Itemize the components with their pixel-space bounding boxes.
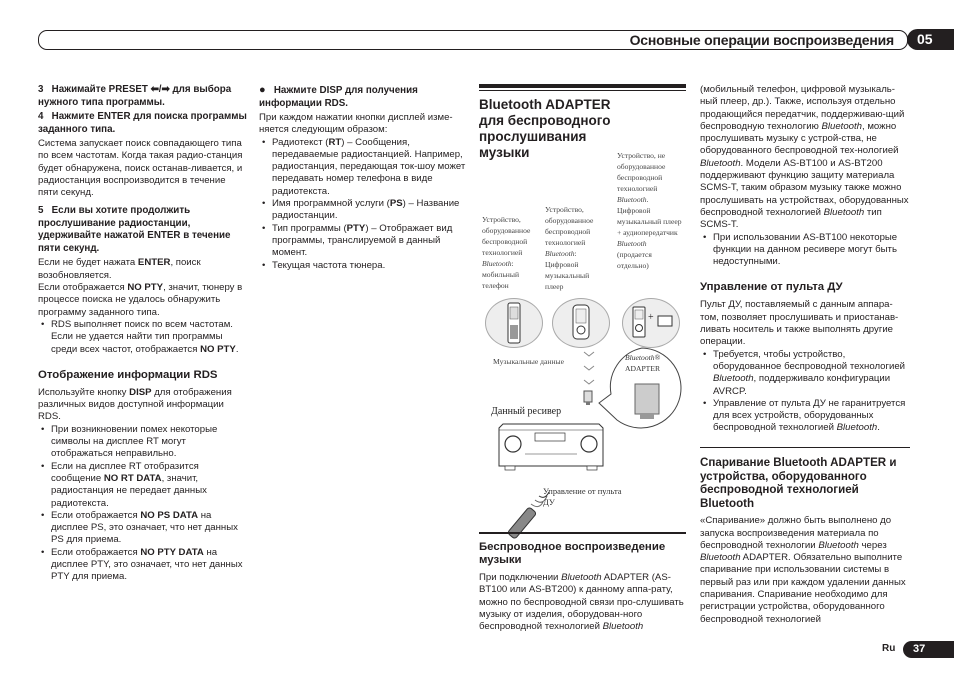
text: ) – Название радиостанции. <box>272 198 460 222</box>
device-2-label <box>545 204 605 292</box>
adapter-label: ADAPTER <box>625 364 661 373</box>
display-code: PS <box>389 198 403 210</box>
text: Bluetooth <box>545 249 575 258</box>
text: Тип программы ( <box>272 222 347 234</box>
rds-heading: Отображение информации RDS <box>38 368 218 381</box>
text: Текущая частота тюнера. <box>272 259 386 271</box>
text: «Спаривание» должно быть выполнено до запуска воспроизведения материала по беспроводной технологии <box>700 515 892 551</box>
text: . Модели AS-BT100 и AS-BT200 поддерживают функцию защиту материала SCMS-T, таким образом музыку также можно прослушивать на устройствах, оборудованных беспроводной технологией <box>700 157 909 218</box>
player-transmitter-circle <box>622 298 680 348</box>
plus-sign: + <box>648 312 654 323</box>
music-player-icon <box>553 299 609 347</box>
bullet-item <box>40 547 248 584</box>
text: Устройство, оборудованное беспроводной технологией <box>545 205 594 247</box>
step-4-body: Система запускает поиск совпадающего типа по всем частотам. Когда такая радио-станция будет обнаружена, поиск останав-ливается, и радиостанция воспроизводится в течение пяти секунд. <box>38 138 243 199</box>
section-rule <box>479 532 686 534</box>
step-number: 3 <box>38 84 44 95</box>
pairing-body <box>700 515 910 626</box>
section-rule-thin <box>479 90 686 91</box>
text: Если отображается <box>38 282 128 294</box>
bluetooth-diagram <box>479 146 689 526</box>
bullet-item: • При использовании AS-BT100 некоторые функции на данном ресивере могут быть недоступными. <box>702 232 910 269</box>
step-5-bullets <box>38 319 248 356</box>
step-number: 4 <box>38 111 44 122</box>
display-message: NO PS DATA <box>140 509 199 521</box>
arrow-left-right-icon: ⬅/➡ <box>150 84 170 95</box>
bullet-item <box>702 398 910 435</box>
text: Bluetooth <box>482 259 512 268</box>
display-code: PTY <box>346 222 366 234</box>
text: Если на дисплее RT отобразится сообщение <box>51 460 199 484</box>
step-5-body-2 <box>38 282 248 319</box>
wireless-body <box>479 572 686 633</box>
device-3-label <box>617 150 683 271</box>
text: , значит, радиостанция не передает данных радиотекста. <box>51 472 207 509</box>
step-text: Нажимайте PRESET <box>51 84 151 95</box>
text: (мобильный телефон, цифровой музыкаль-ный плеер, др.). Также, используя отдельно продающийся передатчик, поддерживаю-щий беспроводную технологию <box>700 84 905 132</box>
mobile-phone-circle <box>485 298 543 348</box>
step-number: 5 <box>38 205 44 217</box>
display-message: NO PTY DATA <box>140 546 204 558</box>
step-5-body-1 <box>38 257 248 282</box>
step-text: для выбора нужного типа программы. <box>38 84 232 108</box>
text: Bluetooth <box>823 206 865 218</box>
av-receiver-icon <box>497 418 605 474</box>
disp-intro: При каждом нажатии кнопки дисплей изме-няется следующим образом: <box>259 112 453 136</box>
section-rule <box>700 447 910 449</box>
bullet-item <box>261 260 469 272</box>
bullet-item <box>40 510 248 547</box>
text: Bluetooth <box>700 157 741 169</box>
text: (продается отдельно) <box>617 250 652 270</box>
text: . <box>235 343 239 355</box>
bluetooth-adapter-title: Bluetooth ADAPTER для беспроводного прослушивания музыки <box>479 97 611 160</box>
text: Bluetooth <box>602 621 644 633</box>
text: Bluetooth <box>617 195 647 204</box>
display-message: NO PTY <box>127 282 164 294</box>
disp-bullets <box>259 137 469 272</box>
device-1-label <box>482 214 542 291</box>
text: При подключении <box>479 572 562 583</box>
adapter-plug-icon <box>583 390 595 406</box>
text: Используйте кнопку <box>38 386 130 398</box>
text: , можно прослушивать музыку с устрой-ства, не оборудованного беспроводной тех-нологией <box>700 120 899 157</box>
text: Управление от пульта ДУ не гаранитруется для всех устройств, оборудованных беспроводной технологией <box>713 397 906 434</box>
text: RDS выполняет поиск по всем частотам. Если не удается найти тип программы среди всех частот, отображается <box>51 318 233 355</box>
text: для отображения различных видов доступной информации RDS. <box>38 386 232 423</box>
remote-bullets <box>700 349 910 435</box>
step-text: Если вы хотите продолжить прослушивание радиостанции, удерживайте нажатой ENTER в течение пяти секунд. <box>38 205 231 254</box>
adapter-bt-label <box>625 352 660 363</box>
step-4 <box>38 111 248 136</box>
remote-heading: Управление от пульта ДУ <box>700 281 843 294</box>
chapter-badge: 05 <box>907 29 954 50</box>
text: на дисплее PTY, это означает, что нет данных PTY для приема. <box>51 546 243 583</box>
text: Bluetooth <box>700 552 741 564</box>
rds-bullets <box>38 424 248 584</box>
step-text: Нажмите DISP для получения информации RDS. <box>259 85 418 109</box>
text: При возникновении помех некоторые символы на дисплее RT могут отображаться неправильно. <box>51 423 218 460</box>
text: Bluetooth <box>821 120 862 132</box>
text: Требуется, чтобы устройство, оборудованное беспроводной технологией <box>713 348 906 372</box>
text: Bluetooth <box>617 239 647 248</box>
music-player-circle <box>552 298 610 348</box>
text: ADAPTER. Обязательно выполните спаривание при использовании системы в первый раз или при каждом удалении данных спаривания. Спаривание необходимо для регистрации устройства, оборудованного беспроводной технологией <box>700 552 906 625</box>
bullet-dot-icon: ● <box>259 84 266 96</box>
remote-label: Управление от пульта ДУ <box>543 486 622 507</box>
player-with-transmitter-icon <box>623 299 679 347</box>
display-message: NO RT DATA <box>103 472 162 484</box>
text: Bluetooth <box>818 539 859 551</box>
text: Если отображается <box>51 546 141 558</box>
text: : Цифровой музыкальный плеер <box>545 249 590 291</box>
text: через <box>858 539 887 551</box>
display-code: RT <box>328 136 342 148</box>
text: Устройство, не оборудованное беспроводной технологией <box>617 151 666 193</box>
mobile-phone-icon <box>486 299 542 347</box>
text: ) – Отображает вид программы, транслируемой в данный момент. <box>272 222 453 259</box>
rds-intro <box>38 387 248 424</box>
text: Bluetooth® <box>625 353 661 362</box>
bluetooth-continued <box>700 84 910 232</box>
column-2 <box>259 84 469 272</box>
language-code: Ru <box>882 643 896 654</box>
bullet-item <box>40 461 248 510</box>
key-label: ENTER <box>137 257 171 269</box>
wireless-section <box>479 532 686 633</box>
text: Bluetooth <box>561 572 602 583</box>
text: Имя программной услуги ( <box>272 198 390 210</box>
text: ADAPTER (AS-BT100 или AS-BT200) к данному аппа-рату, можно по беспроводной связи про-слушивать музыку от изделия, оборудован-ного беспроводной технологией <box>479 572 684 633</box>
disp-step <box>259 84 469 110</box>
music-data-label: Музыкальные данные <box>493 357 564 366</box>
text: , значит, тюнеру в процессе поиска не удалось обнаружить программу заданного типа. <box>38 282 243 318</box>
column-1 <box>38 84 248 584</box>
text: Bluetooth <box>713 373 754 385</box>
remote-body: Пульт ДУ, поставляемый с данным аппара-том, позволяет прослушивать и приостанав-ливать носитель и также выполнять другие операции. <box>700 299 899 348</box>
column-4 <box>700 84 910 626</box>
text: Радиотекст ( <box>272 136 329 148</box>
text: тип SCMS-T. <box>700 206 882 231</box>
section-title: Основные операции воспроизведения <box>629 32 894 48</box>
wireless-heading: Беспроводное воспроизведение музыки <box>479 541 666 566</box>
bullet-item <box>40 319 248 356</box>
text: Bluetooth <box>836 422 878 434</box>
text: . <box>877 422 880 434</box>
step-text: Нажмите ENTER для поиска программы заданного типа. <box>38 111 247 135</box>
bullet-item <box>261 198 469 223</box>
text: Устройство, оборудованное беспроводной технологией <box>482 215 531 257</box>
text: Если отображается <box>51 509 141 521</box>
step-3 <box>38 84 248 109</box>
key-label: DISP <box>129 386 152 398</box>
bullet-item <box>40 424 248 461</box>
bullet-item <box>261 137 469 198</box>
text: . Цифровой музыкальный плеер + аудиопередатчик <box>617 195 682 237</box>
receiver-label: Данный ресивер <box>491 406 562 417</box>
text: на дисплее PS, это означает, что нет данных PS для приема. <box>51 509 238 546</box>
bullet-item <box>261 223 469 260</box>
text: Если не будет нажата <box>38 257 138 269</box>
step-5 <box>38 205 248 255</box>
bluetooth-bullets <box>700 232 910 269</box>
text: : мобильный телефон <box>482 259 520 290</box>
text: , поддерживало конфигурации AVRCP. <box>713 373 891 397</box>
text: , поиск возобновляется. <box>38 257 201 281</box>
text: ) – Сообщения, передаваемые радиостанцией. Например, радиостанция, передающая ток-шоу может передавать номер телефона в виде радиотекста. <box>272 136 466 197</box>
bullet-item <box>702 349 910 398</box>
display-message: NO PTY <box>200 343 236 355</box>
page-number: 37 <box>903 641 954 658</box>
section-rule <box>479 84 686 88</box>
pairing-heading: Спаривание Bluetooth ADAPTER и устройства, оборудованного беспроводной технологией Bluetooth <box>700 456 897 510</box>
